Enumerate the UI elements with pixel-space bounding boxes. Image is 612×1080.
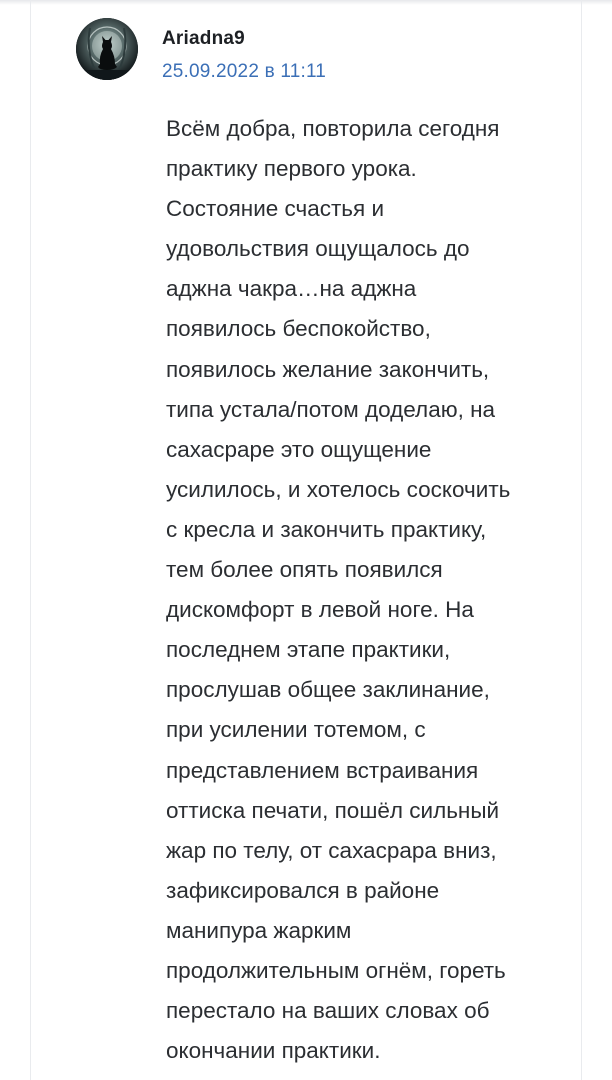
comment-text-line: представлением встраивания: [166, 757, 479, 783]
comment-text-line: продолжительным огнём, гореть: [166, 957, 506, 983]
comment-text-line: последнем этапе практики,: [166, 637, 451, 663]
comment-text-line: типа устала/потом доделаю, на: [166, 396, 496, 422]
comment-text-line: сахасраре это ощущение: [166, 436, 432, 462]
comment-text-line: появилось желание закончить,: [166, 356, 490, 382]
comment-text-line: усилилось, и хотелось соскочить: [166, 476, 511, 502]
comment-text-line: удовольствия ощущалось до: [166, 236, 470, 262]
comment-text-line: дискомфорт в левой ноге. На: [166, 597, 474, 623]
comment-text-line: при усилении тотемом, с: [166, 717, 426, 743]
comment-text-line: Всём добра, повторила сегодня: [166, 116, 500, 141]
comment-text-line: манипура жарким: [166, 917, 352, 943]
comment-text-line: перестало на ваших словах об: [166, 998, 490, 1024]
comment-text-line: окончании практики.: [166, 1038, 381, 1064]
comment-text: [166, 109, 556, 1071]
comment-author[interactable]: Ariadna9: [162, 28, 245, 49]
comment-text-line: с кресла и закончить практику,: [166, 516, 487, 542]
comment-text-line: зафиксировался в районе: [166, 877, 440, 903]
comment-date-link[interactable]: 25.09.2022 в 11:11: [162, 61, 327, 82]
right-border: [581, 0, 582, 1080]
avatar[interactable]: [76, 18, 138, 80]
comment-text-line: аджна чакра…на аджна: [166, 276, 417, 302]
comment-text-line: оттиска печати, пошёл сильный: [166, 797, 500, 823]
comment-text-line: практику первого урока.: [166, 156, 417, 182]
left-border: [30, 0, 31, 1080]
comment-text-line: прослушав общее заклинание,: [166, 677, 490, 703]
comment-text-line: жар по телу, от сахасрара вниз,: [166, 837, 497, 863]
comment-text-line: тем более опять появился: [166, 557, 443, 583]
header-shadow: [0, 0, 612, 5]
comment-text-line: Состояние счастья и: [166, 196, 385, 222]
comment-text-line: появилось беспокойство,: [166, 316, 431, 342]
black-cat-moon-avatar-icon: [76, 18, 138, 80]
